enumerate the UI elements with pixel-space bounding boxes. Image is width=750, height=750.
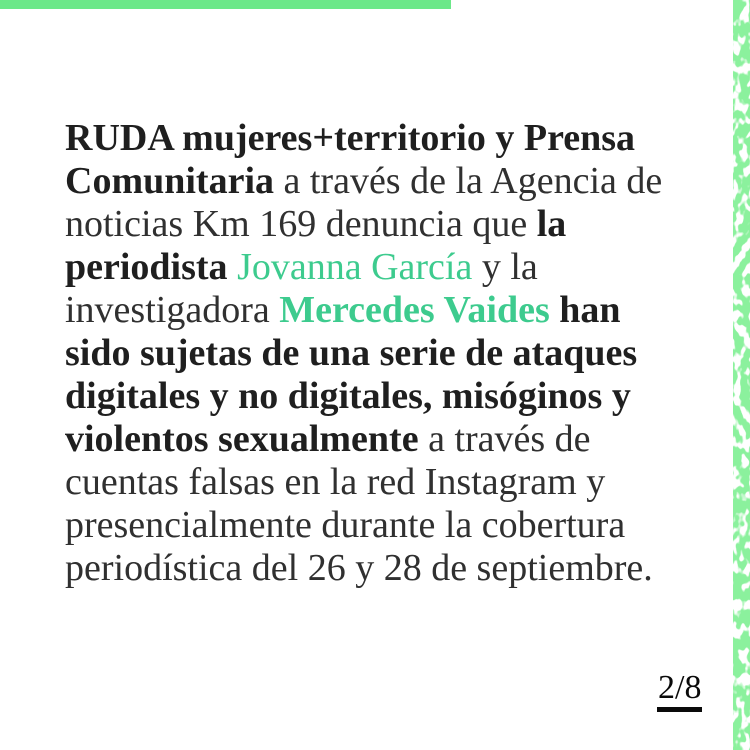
text-segment: periodista [65,246,238,288]
text-segment: a través de [418,418,591,460]
text-segment: y la [472,246,538,288]
text-line [65,203,675,246]
text-segment: Mercedes Vaides [279,289,550,331]
text-segment: sido sujetas de una serie de ataques [65,332,638,374]
text-line [65,461,675,504]
text-segment: Comunitaria [65,160,274,202]
strip-speckles [733,0,750,750]
text-segment: la [536,203,567,245]
text-segment: violentos sexualmente [65,418,419,460]
page-indicator [657,670,702,712]
text-segment: periodística del 26 y 28 de septiembre. [65,547,653,589]
text-segment: RUDA mujeres+territorio y Prensa [65,117,636,159]
side-texture-strip [733,0,750,750]
text-line [65,375,675,418]
text-line [65,246,675,289]
page-number: 2/8 [658,669,702,706]
text-line [65,418,675,461]
body-text [65,117,675,590]
text-segment: Jovanna García [237,246,473,288]
top-accent-bar [0,0,451,9]
text-segment: noticias Km 169 denuncia que [65,203,537,245]
text-line [65,504,675,547]
text-segment: a través de la Agencia de [274,160,663,202]
text-segment: presencialmente durante la cobertura [65,504,626,546]
text-segment: han [549,289,621,331]
text-line [65,160,675,203]
text-segment: investigadora [65,289,280,331]
text-line [65,117,675,160]
text-line [65,332,675,375]
text-line [65,547,675,590]
text-segment: digitales y no digitales, misóginos y [65,375,631,417]
text-line [65,289,675,332]
text-segment: cuentas falsas en la red Instagram y [65,461,606,503]
